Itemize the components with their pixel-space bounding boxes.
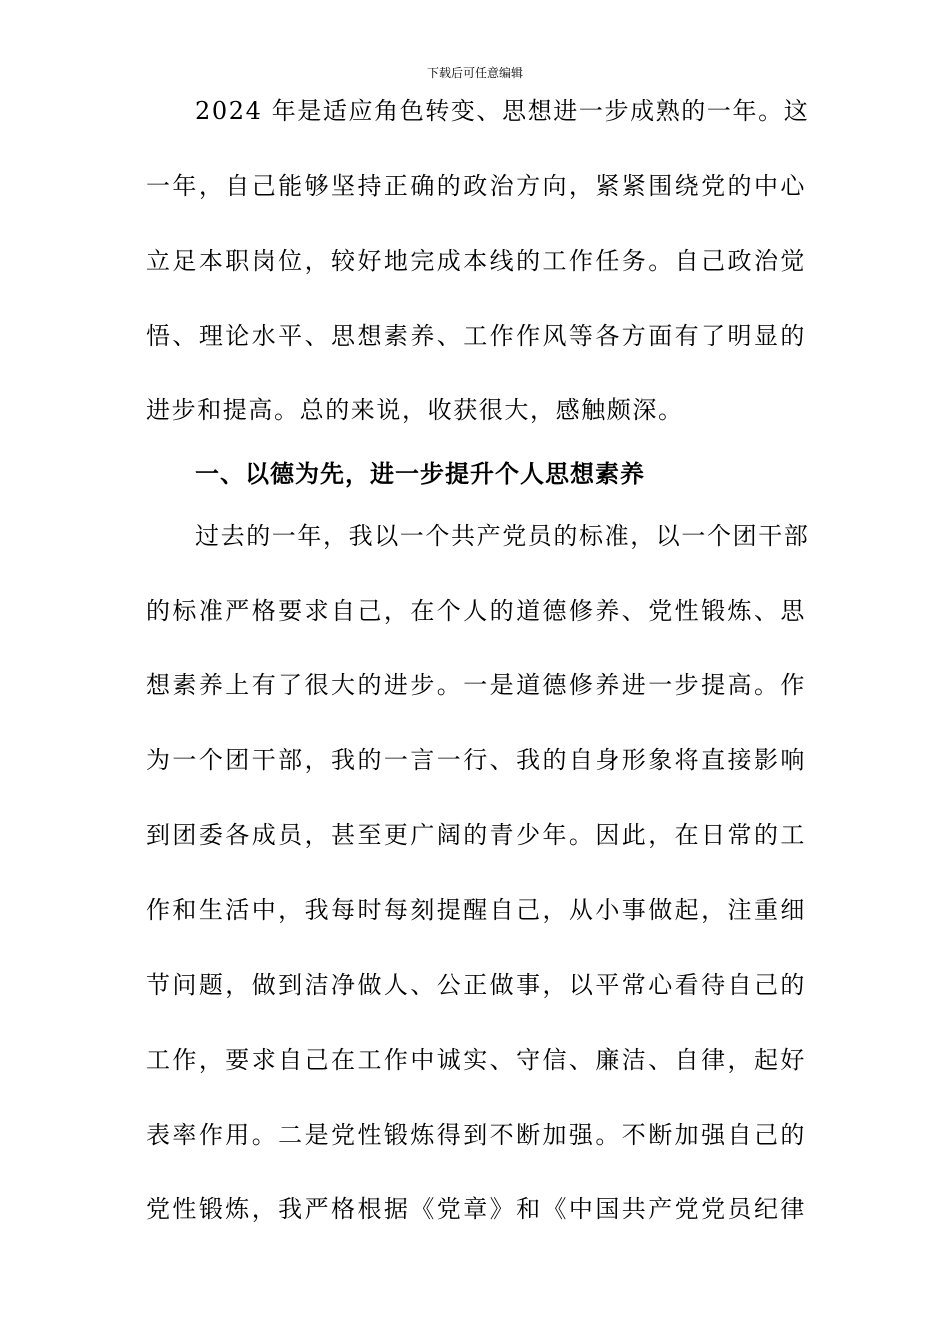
text-line: 为一个团干部，我的一言一行、我的自身形象将直接影响	[146, 746, 806, 774]
text-line: 节问题，做到洁净做人、公正做事，以平常心看待自己的	[146, 971, 806, 999]
text-line: 表率作用。二是党性锻炼得到不断加强。不断加强自己的	[146, 1121, 806, 1149]
text-line: 工作，要求自己在工作中诚实、守信、廉洁、自律，起好	[146, 1046, 806, 1074]
text-line: 作和生活中，我每时每刻提醒自己，从小事做起，注重细	[146, 896, 806, 924]
text-line: 党性锻炼，我严格根据《党章》和《中国共产党党员纪律	[146, 1195, 806, 1223]
header-note: 下载后可任意编辑	[426, 66, 523, 80]
text-line: 进步和提高。总的来说，收获很大，感触颇深。	[146, 396, 684, 424]
text-line: 一年，自己能够坚持正确的政治方向，紧紧围绕党的中心	[146, 172, 806, 200]
text-line: 悟、理论水平、思想素养、工作作风等各方面有了明显的	[146, 322, 806, 350]
text-line: 过去的一年，我以一个共产党员的标准，以一个团干部	[195, 522, 810, 550]
text-line: 2024 年是适应角色转变、思想进一步成熟的一年。这	[195, 97, 810, 125]
text-line: 到团委各成员，甚至更广阔的青少年。因此，在日常的工	[146, 821, 806, 849]
text-line: 的标准严格要求自己，在个人的道德修养、党性锻炼、思	[146, 597, 806, 625]
text-line: 立足本职岗位，较好地完成本线的工作任务。自己政治觉	[146, 247, 806, 275]
text-line: 想素养上有了很大的进步。一是道德修养进一步提高。作	[146, 671, 806, 699]
section-heading: 一、以德为先，进一步提升个人思想素养	[195, 459, 645, 488]
